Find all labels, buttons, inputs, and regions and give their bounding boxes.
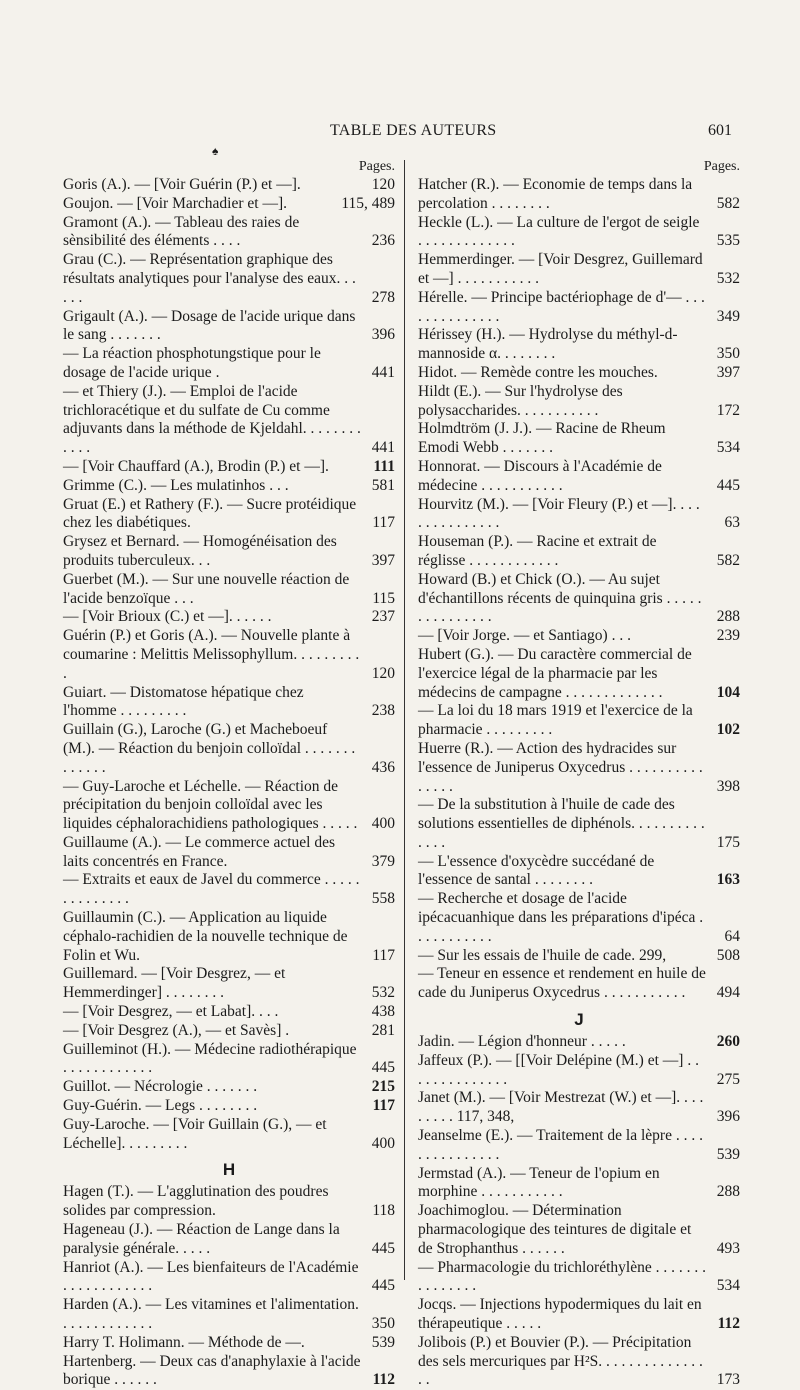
entry-page: 102 <box>716 721 740 739</box>
index-entry <box>418 571 740 627</box>
entry-text: Hourvitz (M.). — [Voir Fleury (P.) et —]. . . . . . . . . . . . . . . <box>418 495 700 532</box>
index-entry <box>418 533 740 571</box>
index-entry <box>63 176 395 195</box>
page-title: TABLE DES AUTEURS <box>330 122 497 139</box>
entry-text: Guérin (P.) et Goris (A.). — Nouvelle plante à coumarine : Melittis Melissophyllum. . . . . . . . . . <box>63 627 360 682</box>
index-entry <box>63 1334 395 1353</box>
entry-page: 117 <box>372 514 395 532</box>
index-entry <box>63 251 395 307</box>
entry-text: Heckle (L.). — La culture de l'ergot de seigle . . . . . . . . . . . . . <box>418 213 700 250</box>
entry-text: — [Voir Brioux (C.) et —]. . . . . . <box>63 608 272 626</box>
index-entry <box>63 627 395 683</box>
index-entry <box>418 947 740 966</box>
entry-text: Grigault (A.). — Dosage de l'acide urique dans le sang . . . . . . . <box>63 307 356 344</box>
entry-text: Goujon. — [Voir Marchadier et —]. <box>63 194 287 212</box>
entry-text: Howard (B.) et Chick (O.). — Au sujet d'échantillons récents de quinquina gris . . . . . . . . . . . . . . . <box>418 570 702 626</box>
entry-text: Guerbet (M.). — Sur une nouvelle réaction de l'acide benzoïque . . . <box>63 570 350 607</box>
index-entry <box>63 477 395 496</box>
index-entry <box>418 1334 740 1390</box>
entry-page: 117 <box>372 946 395 964</box>
entry-page: 64 <box>724 927 740 945</box>
ink-speck: ♠ <box>212 144 219 158</box>
index-entry <box>418 364 740 383</box>
entry-page: 278 <box>371 288 395 306</box>
entry-page: 237 <box>371 608 395 626</box>
pages-label-right: Pages. <box>703 159 740 174</box>
entry-text: — [Voir Desgrez (A.), — et Savès] . <box>63 1021 290 1039</box>
entry-page: 445 <box>371 1277 395 1295</box>
index-entry <box>418 289 740 327</box>
entry-page: 532 <box>716 269 740 287</box>
entry-text: — L'essence d'oxycèdre succédané de l'essence de santal . . . . . . . . <box>418 852 655 889</box>
entry-text: Jolibois (P.) et Bouvier (P.). — Précipitation des sels mercuriques par H²S. . . . . . . . . . . . . . . . <box>418 1333 703 1389</box>
entry-text: — Extraits et eaux de Javel du commerce . . . . . . . . . . . . . . <box>63 871 360 908</box>
entry-text: Grau (C.). — Représentation graphique des résultats analytiques pour l'analyse des eaux. . . . . . <box>63 251 356 306</box>
index-entry <box>418 1089 740 1127</box>
entry-page: 215 <box>371 1078 395 1096</box>
entry-page: 104 <box>716 683 740 701</box>
entry-page: 445 <box>371 1059 395 1077</box>
index-entry <box>418 646 740 702</box>
entry-text: — Guy-Laroche et Léchelle. — Réaction de précipitation du benjoin colloïdal avec les liquides céphalorachidiens pathologiques . . . . . <box>63 777 358 833</box>
entry-text: Harry T. Holimann. — Méthode de —. <box>63 1333 305 1351</box>
entry-page: 582 <box>716 194 740 212</box>
entry-text: Harden (A.). — Les vitamines et l'alimentation. . . . . . . . . . . . . <box>63 1296 359 1333</box>
entry-text: Jermstad (A.). — Teneur de l'opium en morphine . . . . . . . . . . . <box>418 1164 660 1201</box>
entry-page: 275 <box>716 1070 740 1088</box>
entry-text: — et Thiery (J.). — Emploi de l'acide trichloracétique et du sulfate de Cu comme adjuvants dans la méthode de Kjeldahl. . . . . . . . . . . . <box>63 382 361 457</box>
entry-page: 441 <box>371 439 395 457</box>
index-entry <box>418 458 740 496</box>
index-entry <box>63 571 395 609</box>
index-entry <box>418 326 740 364</box>
index-entry <box>418 383 740 421</box>
entry-page: 397 <box>371 551 395 569</box>
entry-page: 118 <box>372 1202 395 1220</box>
entry-text: Hidot. — Remède contre les mouches. <box>418 363 658 381</box>
index-entry <box>418 702 740 740</box>
entry-text: Hemmerdinger. — [Voir Desgrez, Guillemard et —] . . . . . . . . . . . <box>418 251 703 287</box>
index-entry <box>418 965 740 1003</box>
index-entry <box>63 1116 395 1154</box>
index-entry <box>63 909 395 965</box>
entry-text: Hérelle. — Principe bactériophage de d'— . . . . . . . . . . . . . . <box>418 288 705 325</box>
pages-label-left: Pages. <box>358 159 395 174</box>
entry-text: Hubert (G.). — Du caractère commercial de l'exercice légal de la pharmacie par les médecins de campagne . . . . . . . . . . . . . <box>418 645 692 701</box>
entry-page: 397 <box>716 363 740 381</box>
left-column <box>63 158 395 1390</box>
entry-page: 112 <box>717 1315 740 1333</box>
entry-page: 535 <box>716 232 740 250</box>
entry-text: Huerre (R.). — Action des hydracides sur l'essence de Juniperus Oxycedrus . . . . . . . . . . . . . . . <box>418 739 703 795</box>
entry-text: Honnorat. — Discours à l'Académie de médecine . . . . . . . . . . . <box>418 457 662 494</box>
entry-page: 494 <box>716 984 740 1002</box>
entry-page: 445 <box>371 1239 395 1257</box>
entry-page: 438 <box>371 1003 395 1021</box>
left-entries <box>63 176 395 1390</box>
entry-page: 582 <box>716 551 740 569</box>
entry-page: 558 <box>371 890 395 908</box>
index-entry <box>418 251 740 289</box>
index-entry <box>63 871 395 909</box>
index-entry <box>63 214 395 252</box>
entry-text: Grimme (C.). — Les mulatinhos . . . <box>63 476 289 494</box>
index-entry <box>63 684 395 722</box>
index-entry <box>418 740 740 796</box>
entry-page: 173 <box>716 1371 740 1389</box>
entry-page: 400 <box>371 815 395 833</box>
entry-text: — Sur les essais de l'huile de cade. 299, <box>418 946 667 964</box>
index-entry <box>418 1127 740 1165</box>
entry-page: 172 <box>716 401 740 419</box>
index-entry <box>63 533 395 571</box>
entry-page: 379 <box>371 852 395 870</box>
entry-text: Goris (A.). — [Voir Guérin (P.) et —]. <box>63 176 301 193</box>
index-entry <box>63 383 395 458</box>
index-entry <box>418 1052 740 1090</box>
entry-page: 539 <box>716 1145 740 1163</box>
entry-text: — [Voir Chauffard (A.), Brodin (P.) et —]. <box>63 457 329 475</box>
index-entry <box>63 1353 395 1390</box>
entry-page: 163 <box>716 871 740 889</box>
index-entry <box>418 796 740 852</box>
index-entry <box>418 1202 740 1258</box>
index-entry <box>63 1259 395 1297</box>
right-entries <box>418 176 740 1390</box>
entry-text: Jeanselme (E.). — Traitement de la lèpre . . . . . . . . . . . . . . . <box>418 1127 703 1163</box>
entry-page: 441 <box>371 363 395 381</box>
entry-text: Hildt (E.). — Sur l'hydrolyse des polysaccharides. . . . . . . . . . . <box>418 382 623 419</box>
index-entry <box>63 608 395 627</box>
entry-text: Hagen (T.). — L'agglutination des poudres solides par compression. <box>63 1183 329 1220</box>
index-entry <box>418 1296 740 1334</box>
entry-text: Janet (M.). — [Voir Mestrezat (W.) et —]. . . . . . . . . 117, 348, <box>418 1089 704 1126</box>
index-entry <box>63 1003 395 1022</box>
section-letter-heading: H <box>222 1160 236 1180</box>
entry-page: 396 <box>371 326 395 344</box>
entry-text: Guillaumin (C.). — Application au liquide céphalo-rachidien de la nouvelle technique de Folin et Wu. <box>63 909 348 964</box>
index-entry <box>418 214 740 252</box>
entry-text: — De la substitution à l'huile de cade des solutions essentielles de diphénols. . . . . . . . . . . . . . <box>418 796 705 851</box>
index-entry <box>418 496 740 534</box>
entry-page: 288 <box>716 1183 740 1201</box>
index-entry <box>418 1033 740 1052</box>
page-number: 601 <box>708 122 732 139</box>
entry-page: 396 <box>716 1108 740 1126</box>
index-entry <box>63 1097 395 1116</box>
entry-page: 350 <box>371 1315 395 1333</box>
entry-text: Guillemard. — [Voir Desgrez, — et Hemmerdinger] . . . . . . . . <box>63 965 286 1002</box>
entry-page: 112 <box>372 1371 395 1389</box>
entry-text: Joachimoglou. — Détermination pharmacologique des teintures de digitale et de Strophanthus . . . . . . <box>418 1202 692 1257</box>
entry-text: — [Voir Desgrez, — et Labat]. . . . <box>63 1003 279 1021</box>
entry-text: Grysez et Bernard. — Homogénéisation des produits tuberculeux. . . <box>63 533 337 569</box>
index-entry <box>418 627 740 646</box>
entry-page: 120 <box>371 176 395 193</box>
index-entry <box>418 853 740 891</box>
index-entry <box>63 1183 395 1221</box>
entry-text: Hageneau (J.). — Réaction de Lange dans la paralysie générale. . . . . <box>63 1221 340 1257</box>
entry-text: — Recherche et dosage de l'acide ipécacuanhique dans les préparations d'ipéca . . . . . . . . . . . <box>418 890 704 945</box>
index-entry <box>63 496 395 534</box>
entry-text: Jocqs. — Injections hypodermiques du lait en thérapeutique . . . . . <box>418 1296 702 1333</box>
entry-page: 539 <box>371 1333 395 1351</box>
index-entry <box>63 834 395 872</box>
entry-page: 236 <box>371 232 395 250</box>
entry-page: 63 <box>724 514 740 532</box>
entry-text: — Pharmacologie du trichloréthylène . . . . . . . . . . . . . . . <box>418 1258 706 1295</box>
entry-page: 349 <box>716 307 740 325</box>
index-entry <box>63 721 395 777</box>
entry-text: Guillain (G.), Laroche (G.) et Macheboeuf (M.). — Réaction du benjoin colloïdal . . . . . . . . . . . . . <box>63 721 356 776</box>
index-entry <box>63 1296 395 1334</box>
entry-page: 534 <box>716 1277 740 1295</box>
index-entry <box>63 778 395 834</box>
entry-page: 117 <box>372 1097 395 1115</box>
index-entry <box>63 195 395 214</box>
entry-text: Jaffeux (P.). — [[Voir Delépine (M.) et —] . . . . . . . . . . . . . . <box>418 1051 699 1088</box>
entry-page: 281 <box>371 1021 395 1039</box>
entry-text: Guy-Guérin. — Legs . . . . . . . . <box>63 1097 258 1115</box>
index-entry <box>63 965 395 1003</box>
index-entry <box>63 458 395 477</box>
entry-text: — Teneur en essence et rendement en huile de cade du Juniperus Oxycedrus . . . . . . . . . . . <box>418 965 706 1002</box>
entry-text: Houseman (P.). — Racine et extrait de réglisse . . . . . . . . . . . . <box>418 533 657 569</box>
index-entry <box>63 1041 395 1079</box>
entry-page: 120 <box>371 664 395 682</box>
entry-text: Guilleminot (H.). — Médecine radiothérapique . . . . . . . . . . . . <box>63 1040 357 1077</box>
entry-text: Hartenberg. — Deux cas d'anaphylaxie à l'acide borique . . . . . . <box>63 1352 361 1389</box>
entry-page: 400 <box>371 1134 395 1152</box>
entry-page: 260 <box>716 1033 740 1051</box>
entry-text: — [Voir Jorge. — et Santiago) . . . <box>418 627 631 645</box>
section-letter-heading: J <box>574 1010 584 1030</box>
entry-text: — La loi du 18 mars 1919 et l'exercice de la pharmacie . . . . . . . . . <box>418 702 693 739</box>
entry-page: 111 <box>373 457 395 475</box>
entry-page: 581 <box>371 476 395 494</box>
index-entry <box>418 1165 740 1203</box>
entry-page: 175 <box>716 833 740 851</box>
entry-page: 508 <box>716 946 740 964</box>
entry-page: 436 <box>371 758 395 776</box>
entry-page: 350 <box>716 345 740 363</box>
entry-text: Gramont (A.). — Tableau des raies de sènsibilité des éléments . . . . <box>63 213 300 250</box>
entry-text: Hanriot (A.). — Les bienfaiteurs de l'Académie . . . . . . . . . . . . <box>63 1258 359 1295</box>
index-entry <box>418 890 740 946</box>
entry-page: 445 <box>716 476 740 494</box>
entry-text: Holmdtröm (J. J.). — Racine de Rheum Emodi Webb . . . . . . . <box>418 420 666 457</box>
entry-text: Guy-Laroche. — [Voir Guillain (G.), — et Léchelle]. . . . . . . . . <box>63 1115 327 1152</box>
entry-page: 493 <box>716 1239 740 1257</box>
index-entry <box>418 420 740 458</box>
entry-page: 532 <box>371 984 395 1002</box>
entry-text: Gruat (E.) et Rathery (F.). — Sucre protéidique chez les diabétiques. <box>63 495 357 532</box>
index-entry <box>63 1022 395 1041</box>
index-entry <box>63 345 395 383</box>
entry-page: 398 <box>716 777 740 795</box>
entry-text: Guillaume (A.). — Le commerce actuel des laits concentrés en France. <box>63 833 335 870</box>
entry-page: 238 <box>371 702 395 720</box>
running-head <box>0 122 800 144</box>
index-entry <box>418 176 740 214</box>
entry-text: — La réaction phosphotungstique pour le dosage de l'acide urique . <box>63 345 321 381</box>
entry-text: Jadin. — Légion d'honneur . . . . . <box>418 1033 626 1051</box>
entry-page: 115 <box>372 589 395 607</box>
entry-text: Guillot. — Nécrologie . . . . . . . <box>63 1078 258 1096</box>
column-divider <box>404 160 405 1280</box>
right-column <box>418 158 740 1390</box>
entry-text: Hérissey (H.). — Hydrolyse du méthyl-d-mannoside α. . . . . . . . <box>418 326 678 363</box>
index-entry <box>63 308 395 346</box>
entry-page: 239 <box>716 627 740 645</box>
entry-text: Guiart. — Distomatose hépatique chez l'homme . . . . . . . . . <box>63 683 304 720</box>
entry-text: Hatcher (R.). — Economie de temps dans la percolation . . . . . . . . <box>418 176 693 212</box>
entry-page: 534 <box>716 439 740 457</box>
index-entry <box>418 1259 740 1297</box>
index-entry <box>63 1078 395 1097</box>
index-entry <box>63 1221 395 1259</box>
entry-page: 288 <box>716 608 740 626</box>
entry-page: 115, 489 <box>341 194 395 212</box>
